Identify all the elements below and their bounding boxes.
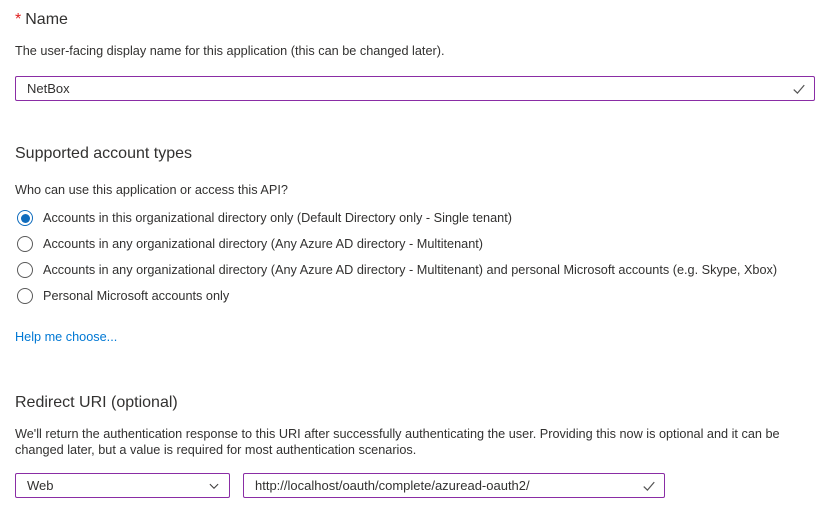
chevron-down-icon — [208, 480, 220, 492]
platform-select-value: Web — [27, 478, 54, 493]
radio-option-personal-only[interactable] — [15, 283, 815, 309]
redirect-uri-description: We'll return the authentication response to this URI after successfully authenticating the user. Providing this now is optional and it can be changed later, but a value is required for most authentication scenarios. — [15, 427, 780, 457]
account-types-question: Who can use this application or access this API? — [15, 183, 288, 197]
redirect-uri-row — [15, 473, 815, 498]
redirect-uri-section — [15, 393, 815, 498]
radio-button-icon — [17, 262, 33, 278]
account-types-title: Supported account types — [15, 145, 193, 162]
name-input-row — [15, 76, 815, 101]
radio-button-icon — [17, 288, 33, 304]
checkmark-icon — [642, 479, 656, 493]
radio-option-label: Accounts in any organizational directory (Any Azure AD directory - Multitenant) — [43, 237, 484, 251]
redirect-uri-input-wrap — [243, 473, 665, 498]
help-me-choose-link[interactable]: Help me choose... — [15, 330, 118, 344]
redirect-uri-input[interactable] — [243, 473, 665, 498]
name-input[interactable] — [15, 76, 815, 101]
radio-option-single-tenant[interactable] — [15, 205, 815, 231]
radio-option-label: Accounts in this organizational directory only (Default Directory only - Single tenant) — [43, 211, 512, 225]
radio-option-label: Accounts in any organizational directory (Any Azure AD directory - Multitenant) and personal Microsoft accounts (e.g. Skype, Xbox) — [43, 263, 778, 277]
redirect-uri-title: Redirect URI (optional) — [15, 394, 178, 411]
radio-option-multitenant[interactable] — [15, 231, 815, 257]
radio-button-icon — [17, 236, 33, 252]
name-description: The user-facing display name for this application (this can be changed later). — [15, 44, 445, 58]
account-type-radio-group — [15, 205, 815, 309]
account-types-section — [15, 144, 815, 346]
name-section-title — [15, 10, 815, 30]
checkmark-icon — [792, 82, 806, 96]
radio-button-icon — [17, 210, 33, 226]
required-asterisk: * — [15, 11, 22, 28]
radio-option-multitenant-personal[interactable] — [15, 257, 815, 283]
radio-option-label: Personal Microsoft accounts only — [43, 289, 230, 303]
name-title-text: Name — [25, 11, 68, 28]
platform-select[interactable] — [15, 473, 230, 498]
